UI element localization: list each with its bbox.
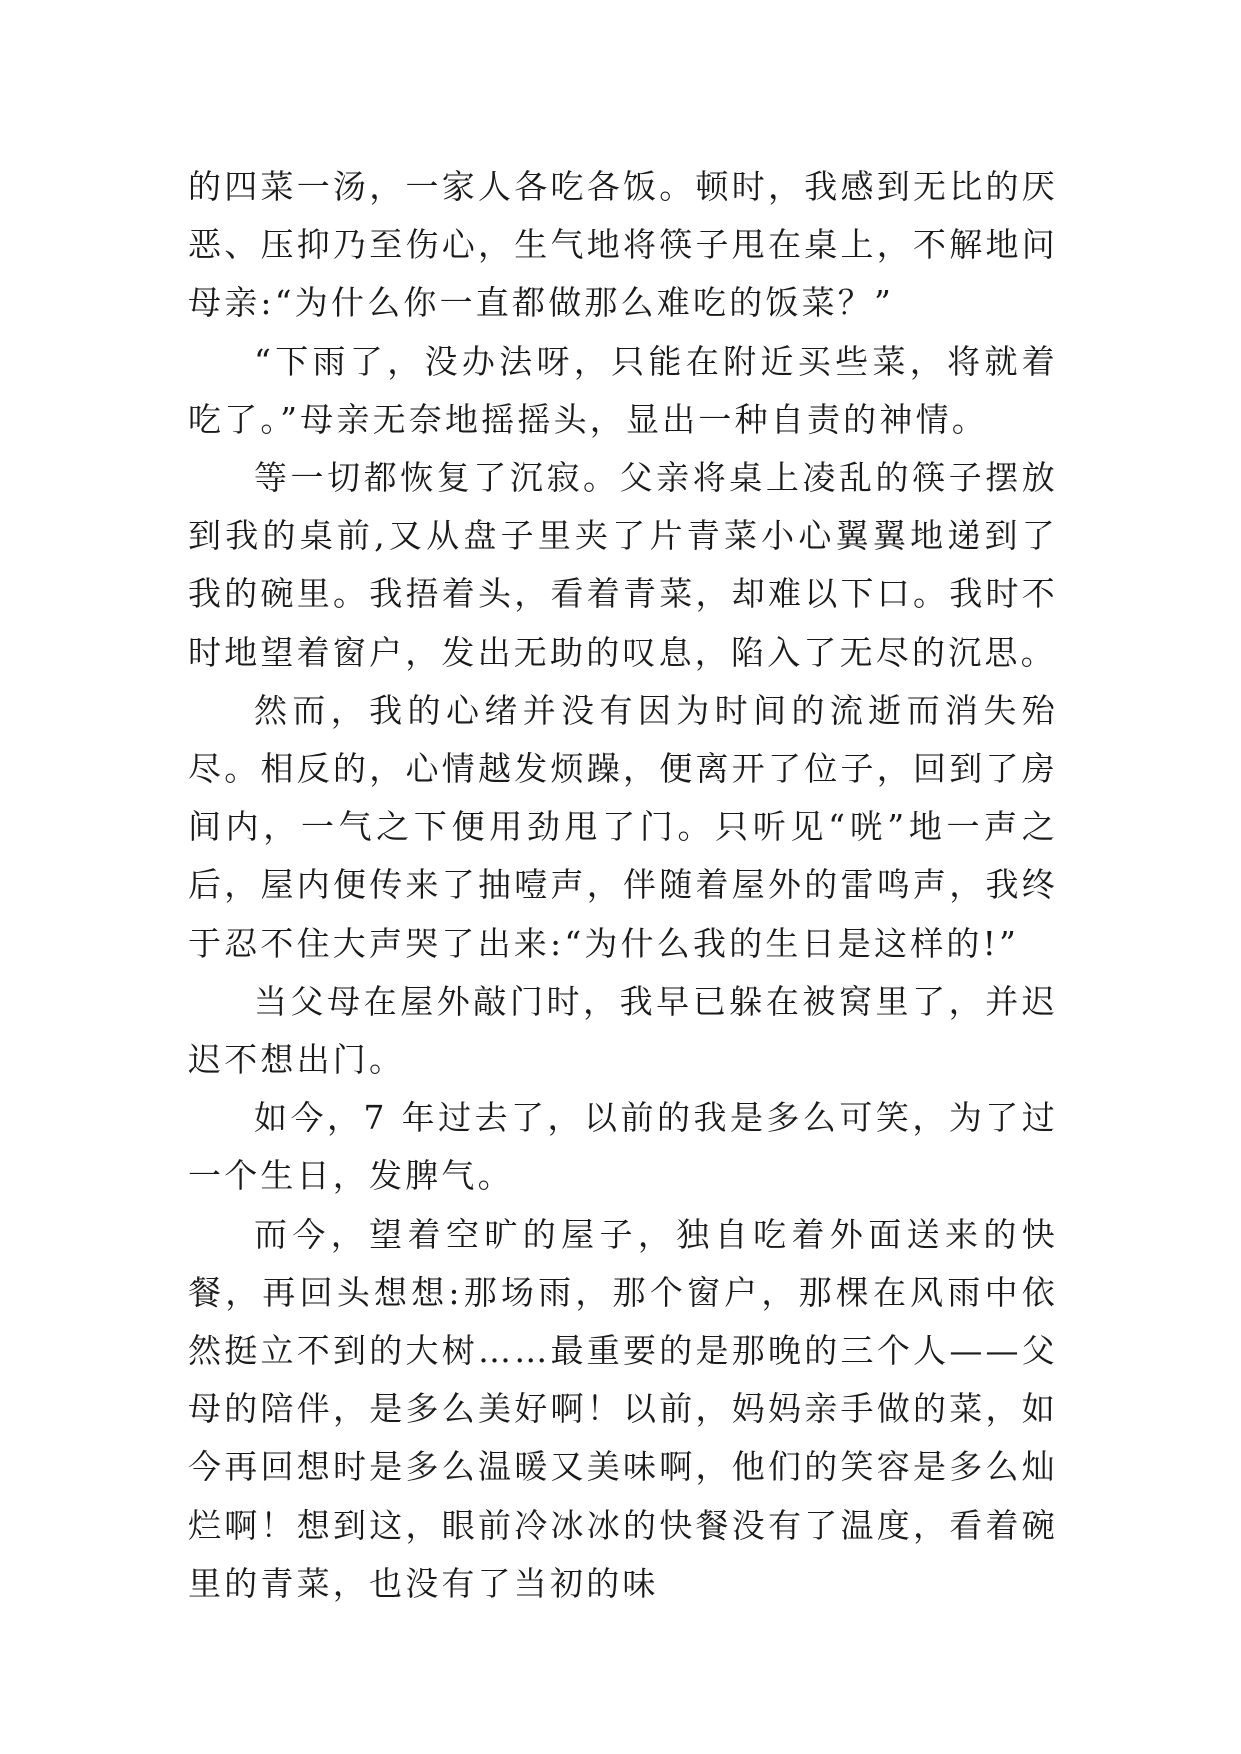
- paragraph-7: 而今，望着空旷的屋子，独自吃着外面送来的快餐，再回头想想:那场雨，那个窗户，那棵在风雨中依然挺立不到的大树……最重要的是那晚的三个人——父母的陪伴，是多么美好啊！以前，妈妈亲手做的菜，如今再回想时是多么温暖又美味啊，他们的笑容是多么灿烂啊！想到这，眼前冷冰冰的快餐没有了温度，看着碗里的青菜，也没有了当初的味: [188, 1214, 1058, 1603]
- paragraph-2: “下雨了，没办法呀，只能在附近买些菜，将就着吃了。”母亲无奈地摇摇头，显出一种自责的神情。: [188, 341, 1058, 439]
- paragraph-3: 等一切都恢复了沉寂。父亲将桌上凌乱的筷子摆放到我的桌前,又从盘子里夹了片青菜小心翼翼地递到了我的碗里。我捂着头，看着青菜，却难以下口。我时不时地望着窗户，发出无助的叹息，陷入了无尽的沉思。: [188, 458, 1058, 672]
- paragraph-5: 当父母在屋外敲门时，我早已躲在被窝里了，并迟迟不想出门。: [188, 981, 1058, 1080]
- paragraph-4: 然而，我的心绪并没有因为时间的流逝而消失殆尽。相反的，心情越发烦躁，便离开了位子，回到了房间内，一气之下便用劲甩了门。只听见“咣”地一声之后，屋内便传来了抽噎声，伴随着屋外的雷鸣声，我终于忍不住大声哭了出来:“为什么我的生日是这样的!”: [188, 690, 1058, 963]
- paragraph-6: 如今，7 年过去了，以前的我是多么可笑，为了过一个生日，发脾气。: [188, 1098, 1058, 1196]
- paragraph-1: 的四菜一汤，一家人各吃各饭。顿时，我感到无比的厌恶、压抑乃至伤心，生气地将筷子甩在桌上，不解地问母亲:“为什么你一直都做那么难吃的饭菜？”: [188, 167, 1058, 323]
- body-text: [188, 158, 1058, 1613]
